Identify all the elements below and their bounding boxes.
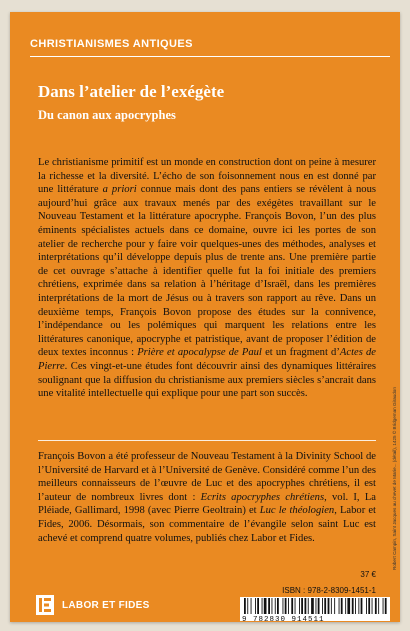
author-bio-paragraph: François Bovon a été professeur de Nouveau Testament à la Divinity School de l’Université de Harvard et à l’Université de Genève. Considéré comme l’un des meilleurs connaisseurs de l’œuvre de Luc et des apocryphes chrétiens, il est l’auteur de nombreux livres dont : Ecrits apocryphes chrétiens, vol. I, La Pléiade, Gallimard, 1998 (avec Pierre Geoltrain) et Luc le théologien, Labor et Fides, 2006. Désormais, son commentaire de l’évangile selon saint Luc est achevé et comprend quatre volumes, publiés chez Labor et Fides. — [38, 451, 376, 544]
book-subtitle: Du canon aux apocryphes — [38, 108, 176, 122]
publisher-logo-icon — [36, 595, 54, 615]
book-title: Dans l’atelier de l’exégète — [38, 82, 225, 101]
publisher-name: LABOR ET FIDES — [62, 600, 150, 611]
series-label: CHRISTIANISMES ANTIQUES — [30, 38, 193, 50]
blurb-paragraph: Le christianisme primitif est un monde en construction dont on peine à mesurer la richesse et la diversité. L’écho de son foisonnement nous en est donné par une littérature a priori connue mais dont des pans entiers se révèlent à nous aujourd’hui grâce aux travaux menés par des exégètes travaillant sur le Nouveau Testament et la littérature apocryphe. François Bovon, l’un des plus éminents spécialistes actuels dans ce domaine, ouvre ici les portes de son atelier de recherche pour y faire voir quelques-unes des méthodes, analyses et interprétations qu’il développe depuis plus de trente ans. Une première partie de cet ouvrage s’attache à identifier quelle fut la foi initiale des premiers chrétiens, exprimée dans sa relation à l’héritage d’Israël, dans les premières interprétations de la mort de Jésus ou à travers son rapport au rêve. Dans un deuxième temps, François Bovon propose des études sur la connivence, l’indépendance ou les polémiques qui marquent les relations entre les littératures canonique, apocryphe et patristique, avant de proposer l’édition de deux textes inconnus : Prière et apocalypse de Paul et un fragment d’Actes de Pierre. Ces vingt-et-une études font découvrir ainsi des dynamiques littéraires soulignant que la diffusion du christianisme aux premiers siècles s’ancrait dans une vitalité intellectuelle qui explique pour une part son succès. — [38, 157, 377, 400]
image-credit: Robert Campin, Saint Jacques au chevet de Marie... (détail), 1425 © Bridgeman Giraudon — [392, 387, 397, 570]
book-back-cover — [10, 12, 400, 622]
series-divider — [30, 56, 390, 57]
price-label: 37 € — [360, 570, 376, 579]
section-divider — [38, 440, 376, 441]
barcode-number: 9 782830 914511 — [242, 616, 325, 622]
isbn-label: ISBN : 978-2-8309-1451-1 — [282, 586, 376, 595]
